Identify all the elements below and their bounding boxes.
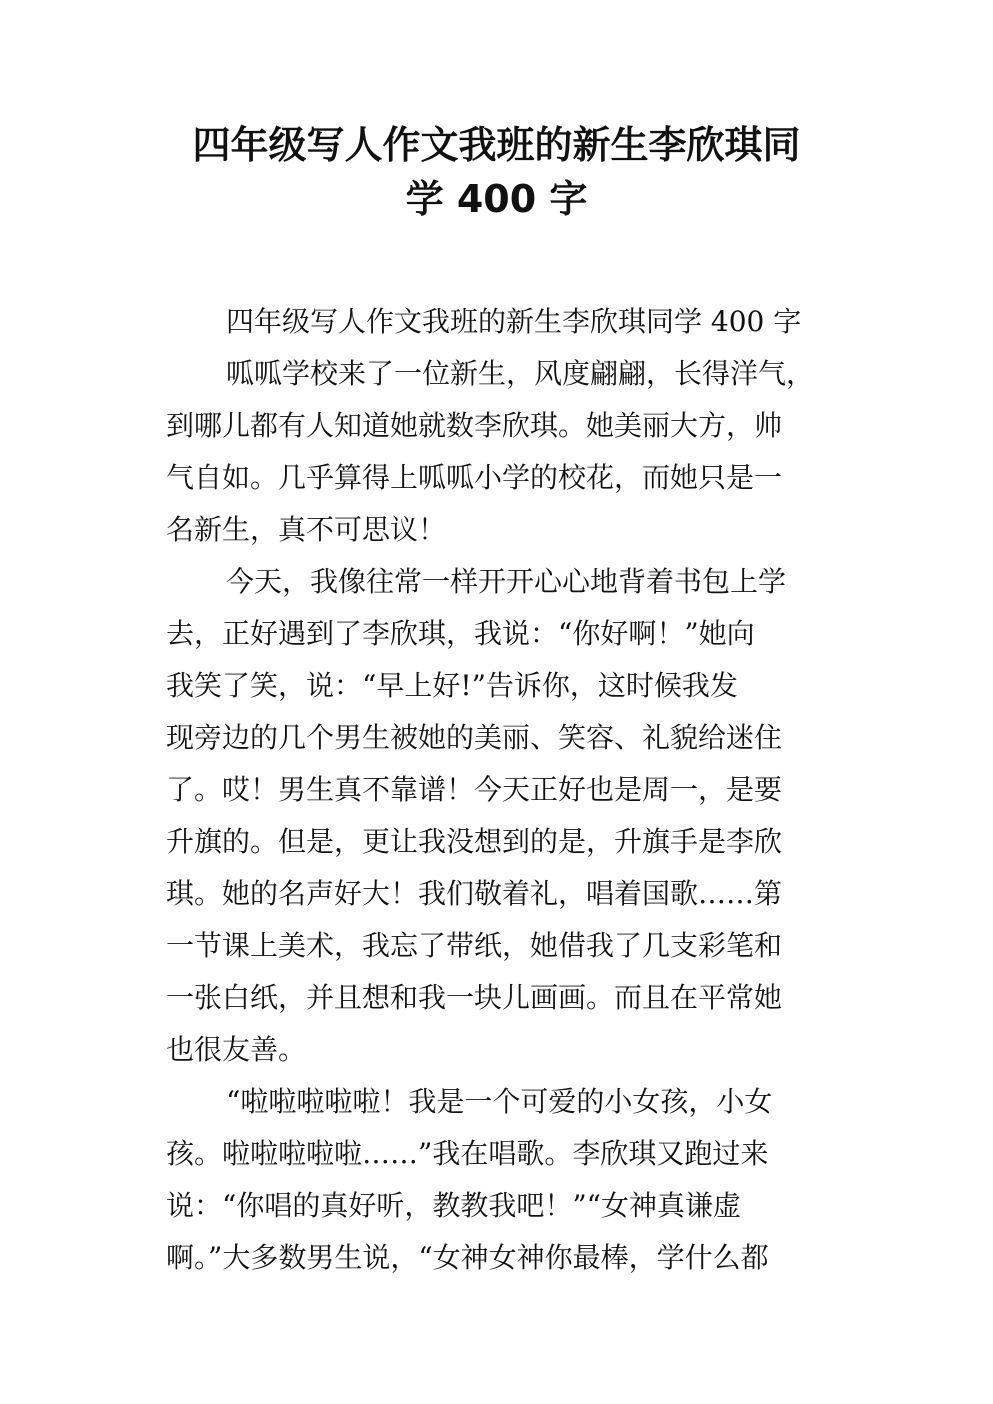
body-line: 去，正好遇到了李欣琪，我说：“你好啊！”她向	[166, 617, 755, 650]
body-line: 了。哎！男生真不靠谱！今天正好也是周一，是要	[166, 773, 783, 806]
body-line: 到哪儿都有人知道她就数李欣琪。她美丽大方，帅	[166, 409, 783, 442]
title-line-2: 学 400 字	[405, 177, 588, 221]
document-title	[150, 118, 843, 226]
body-line: 孩。啦啦啦啦啦……”我在唱歌。李欣琪又跑过来	[166, 1137, 769, 1170]
body-line: “啦啦啦啦啦！我是一个可爱的小女孩，小女	[226, 1085, 773, 1118]
body-line: 说：“你唱的真好听，教教我吧！”“女神真谦虚	[166, 1189, 741, 1222]
body-line: 也很友善。	[166, 1033, 307, 1066]
body-line: 现旁边的几个男生被她的美丽、笑容、礼貌给迷住	[166, 721, 783, 754]
body-line: 呱呱学校来了一位新生，风度翩翩，长得洋气，	[226, 357, 815, 390]
body-line: 气自如。几乎算得上呱呱小学的校花，而她只是一	[166, 461, 783, 494]
body-line: 啊。”大多数男生说，“女神女神你最棒，学什么都	[166, 1241, 769, 1274]
body-line: 名新生，真不可思议！	[166, 513, 447, 546]
body-line: 一节课上美术，我忘了带纸，她借我了几支彩笔和	[166, 929, 783, 962]
body-line: 一张白纸，并且想和我一块儿画画。而且在平常她	[166, 981, 783, 1014]
title-line-1: 四年级写人作文我班的新生李欣琪同	[192, 123, 801, 167]
body-line: 四年级写人作文我班的新生李欣琪同学 400 字	[226, 305, 802, 338]
body-line: 我笑了笑，说：“早上好!”告诉你，这时候我发	[166, 669, 738, 702]
document-body	[166, 296, 831, 1284]
body-line: 今天，我像往常一样开开心心地背着书包上学	[226, 565, 787, 598]
body-line: 琪。她的名声好大！我们敬着礼，唱着国歌……第	[166, 877, 783, 910]
body-line: 升旗的。但是，更让我没想到的是，升旗手是李欣	[166, 825, 783, 858]
